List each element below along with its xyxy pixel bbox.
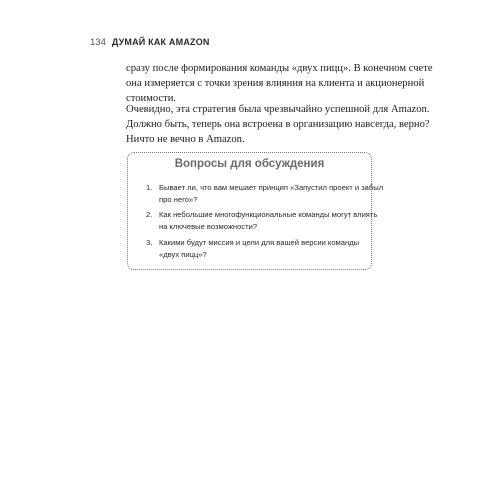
question-line: «двух пицц»? bbox=[159, 250, 207, 259]
discussion-title: Вопросы для обсуждения bbox=[174, 158, 325, 170]
question-number: 1. bbox=[146, 183, 153, 192]
question-text bbox=[159, 237, 359, 261]
question-line: Какими будут миссия и цели для вашей версии команды bbox=[159, 238, 360, 247]
discussion-questions-box bbox=[127, 152, 384, 270]
question-line: Бывает ли, что вам мешает принцип «Запустил проект и забыл bbox=[159, 183, 384, 192]
page-number: 134 bbox=[90, 37, 106, 48]
question-text bbox=[159, 209, 378, 233]
book-title: ДУМАЙ КАК AMAZON bbox=[111, 37, 210, 47]
question-text bbox=[159, 182, 384, 206]
question-number: 3. bbox=[146, 238, 153, 247]
paragraph-line: Очевидно, эта стратегия была чрезвычайно успешной для Amazon. bbox=[126, 104, 430, 115]
paragraph-1 bbox=[126, 61, 433, 107]
paragraph-line: Ничто не вечно в Amazon. bbox=[126, 134, 245, 146]
question-number: 2. bbox=[146, 210, 153, 219]
running-head bbox=[90, 37, 210, 48]
paragraph-line: Должно быть, теперь она встроена в организацию навсегда, верно? bbox=[126, 119, 430, 131]
question-line: Как небольшие многофункциональные команды могут влиять bbox=[159, 210, 378, 219]
paragraph-line: она измеряется с точки зрения влияния на клиента и акционерной bbox=[126, 78, 425, 90]
question-line: про него»? bbox=[159, 195, 198, 204]
question-line: на ключевые возможности? bbox=[159, 222, 258, 231]
paragraph-line: стоимости. bbox=[126, 93, 177, 105]
paragraph-line: сразу после формирования команды «двух пицц». В конечном счете bbox=[126, 63, 433, 74]
paragraph-2 bbox=[126, 102, 430, 148]
